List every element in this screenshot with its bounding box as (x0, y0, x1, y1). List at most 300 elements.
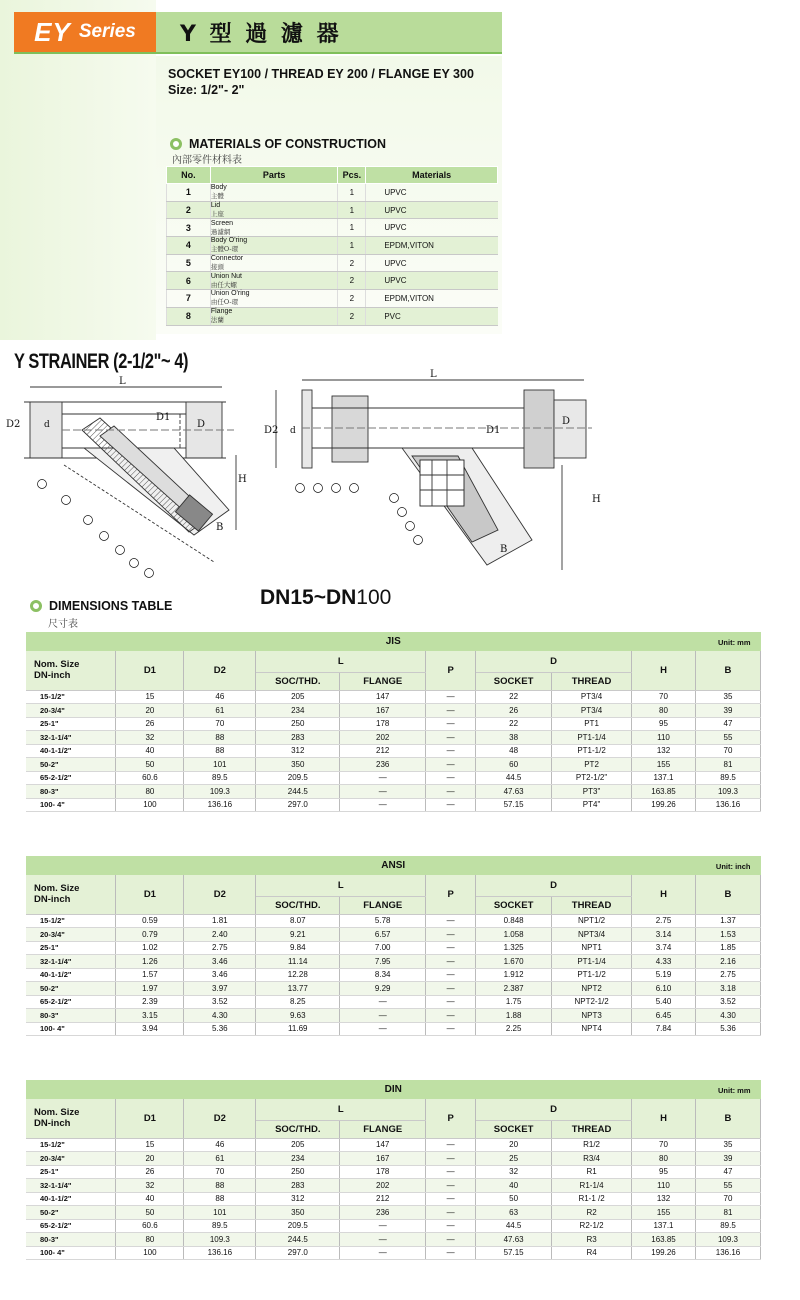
dim-label-d-large: d (290, 426, 296, 436)
table-cell: — (340, 1246, 426, 1260)
material-pcs: 2 (338, 307, 366, 325)
table-cell: 40-1-1/2" (26, 1192, 116, 1206)
table-cell: R1 (552, 1165, 632, 1179)
table-cell: 110 (632, 731, 696, 745)
table-cell: 236 (340, 758, 426, 772)
table-cell: 80 (632, 1152, 696, 1166)
material-part (210, 290, 338, 308)
table-cell: — (426, 704, 476, 718)
flange-header: FLANGE (340, 672, 426, 690)
l-header: L (256, 1099, 426, 1120)
material-name: UPVC (366, 272, 498, 290)
table-cell: 8.07 (256, 914, 340, 928)
p-header: P (426, 1099, 476, 1138)
table-cell: 50 (476, 1192, 552, 1206)
table-cell: NPT1/2 (552, 914, 632, 928)
table-cell: 9.29 (340, 982, 426, 996)
part-name-cn: 法蘭 (210, 316, 224, 325)
material-no: 1 (167, 184, 211, 202)
table-cell: 50-2" (26, 1206, 116, 1220)
table-cell: 44.5 (476, 1219, 552, 1233)
material-no: 7 (167, 290, 211, 308)
table-cell: 1.37 (695, 914, 760, 928)
material-no: 2 (167, 201, 211, 219)
standard-bar (26, 1080, 761, 1099)
table-cell: 44.5 (476, 771, 552, 785)
standard-bar (26, 856, 761, 875)
soc-thd-header: SOC/THD. (256, 1120, 340, 1138)
table-cell: 25-1" (26, 941, 116, 955)
table-cell: R4 (552, 1246, 632, 1260)
table-row (26, 955, 761, 969)
table-cell: 312 (256, 744, 340, 758)
table-cell: 3.97 (184, 982, 256, 996)
d2-header: D2 (184, 1099, 256, 1138)
table-cell: 5.36 (695, 1022, 760, 1036)
table-cell: 9.21 (256, 928, 340, 942)
materials-title: MATERIALS OF CONSTRUCTION (189, 137, 386, 151)
table-cell: 70 (695, 1192, 760, 1206)
table-cell: 4.30 (184, 1009, 256, 1023)
dn-inch-label: DN-inch (34, 894, 71, 906)
table-cell: 3.52 (695, 995, 760, 1009)
table-cell: 65-2-1/2" (26, 1219, 116, 1233)
standard-bar (26, 632, 761, 651)
table-cell: 70 (632, 1138, 696, 1152)
table-cell: 88 (184, 1192, 256, 1206)
b-header: B (695, 651, 760, 690)
table-cell: 11.14 (256, 955, 340, 969)
table-cell: 155 (632, 1206, 696, 1220)
table-cell: 47.63 (476, 785, 552, 799)
table-row (26, 1192, 761, 1206)
d1-header: D1 (116, 651, 184, 690)
table-cell: — (426, 1138, 476, 1152)
table-cell: 101 (184, 1206, 256, 1220)
table-cell: 199.26 (632, 798, 696, 812)
table-cell: 35 (695, 1138, 760, 1152)
table-cell: 312 (256, 1192, 340, 1206)
table-cell: 95 (632, 1165, 696, 1179)
table-cell: 15-1/2" (26, 690, 116, 704)
materials-table (166, 166, 498, 326)
table-cell: 3.15 (116, 1009, 184, 1023)
table-cell: — (340, 798, 426, 812)
table-cell: 70 (695, 744, 760, 758)
table-cell: — (426, 982, 476, 996)
table-cell: 3.46 (184, 955, 256, 969)
table-cell: 1.75 (476, 995, 552, 1009)
dim-label-H: H (238, 474, 247, 485)
table-cell: 88 (184, 731, 256, 745)
material-pcs: 2 (338, 254, 366, 272)
table-cell: 15-1/2" (26, 914, 116, 928)
table-cell: 205 (256, 690, 340, 704)
table-cell: 20-3/4" (26, 704, 116, 718)
table-cell: — (426, 955, 476, 969)
table-cell: 70 (184, 1165, 256, 1179)
table-cell: 39 (695, 704, 760, 718)
table-cell: — (426, 1246, 476, 1260)
table-row (26, 690, 761, 704)
table-cell: 137.1 (632, 1219, 696, 1233)
part-name-en: Lid (210, 202, 221, 210)
table-cell: 350 (256, 758, 340, 772)
material-pcs: 1 (338, 184, 366, 202)
part-name-en: Flange (210, 308, 233, 316)
page-title: Y 型 過 濾 器 (156, 12, 502, 52)
table-cell: 2.75 (184, 941, 256, 955)
table-cell: 50-2" (26, 982, 116, 996)
material-name: PVC (366, 307, 498, 325)
l-header: L (256, 875, 426, 896)
table-cell: 209.5 (256, 771, 340, 785)
table-cell: 1.81 (184, 914, 256, 928)
table-cell: 2.39 (116, 995, 184, 1009)
material-name: UPVC (366, 184, 498, 202)
table-cell: 40 (116, 744, 184, 758)
material-part (210, 201, 338, 219)
header-underline (14, 52, 502, 54)
table-row (26, 744, 761, 758)
table-cell: — (426, 1192, 476, 1206)
table-cell: 244.5 (256, 1233, 340, 1247)
nom-size-label: Nom. Size (34, 659, 80, 671)
spec-size: Size: 1/2"- 2" (168, 83, 245, 97)
nom-size-label: Nom. Size (34, 1107, 80, 1119)
d2-header: D2 (184, 651, 256, 690)
table-cell: 250 (256, 717, 340, 731)
table-cell: 136.16 (184, 1246, 256, 1260)
d1-header: D1 (116, 875, 184, 914)
material-no: 8 (167, 307, 211, 325)
table-cell: 61 (184, 1152, 256, 1166)
table-cell: R3/4 (552, 1152, 632, 1166)
d-header: D (476, 651, 632, 672)
dim-label-D1: D1 (156, 412, 171, 423)
table-cell: 110 (632, 1179, 696, 1193)
table-cell: 244.5 (256, 785, 340, 799)
dim-label-H-large: H (592, 494, 601, 505)
material-pcs: 1 (338, 219, 366, 237)
table-cell: 63 (476, 1206, 552, 1220)
table-cell: 60 (476, 758, 552, 772)
table-cell: 26 (116, 717, 184, 731)
l-header: L (256, 651, 426, 672)
series-badge (14, 12, 156, 52)
table-cell: 101 (184, 758, 256, 772)
table-cell: 1.88 (476, 1009, 552, 1023)
dim-label-L: L (119, 376, 126, 387)
table-cell: 163.85 (632, 785, 696, 799)
table-cell: 2.40 (184, 928, 256, 942)
table-cell: 38 (476, 731, 552, 745)
table-cell: 9.84 (256, 941, 340, 955)
b-header: B (695, 1099, 760, 1138)
dn-range-main: DN15~DN (260, 586, 357, 609)
dim-label-L-large: L (430, 369, 437, 380)
part-name-en: Body (210, 184, 227, 192)
nom-size-label: Nom. Size (34, 883, 80, 895)
table-cell: — (426, 928, 476, 942)
table-cell: 137.1 (632, 771, 696, 785)
table-cell: 100 (116, 1246, 184, 1260)
table-cell: 88 (184, 744, 256, 758)
material-no: 6 (167, 272, 211, 290)
table-cell: 1.85 (695, 941, 760, 955)
table-cell: 7.95 (340, 955, 426, 969)
part-name-cn: 由任大螺 (210, 280, 237, 289)
dim-label-B: B (216, 522, 224, 533)
dimensions-table-ansi (26, 856, 761, 1036)
strainer-drawing-small (4, 370, 254, 585)
table-cell: 70 (632, 690, 696, 704)
table-cell: 234 (256, 704, 340, 718)
table-cell: 6.45 (632, 1009, 696, 1023)
dim-label-d: d (44, 420, 50, 430)
table-cell: 46 (184, 1138, 256, 1152)
table-cell: — (340, 1022, 426, 1036)
table-cell: 61 (184, 704, 256, 718)
table-cell: — (426, 731, 476, 745)
table-row (26, 1022, 761, 1036)
socket-header: SOCKET (476, 672, 552, 690)
table-cell: 2.75 (695, 968, 760, 982)
material-name: EPDM,VITON (366, 290, 498, 308)
dim-label-D-large: D (562, 416, 571, 427)
table-cell: 202 (340, 731, 426, 745)
table-cell: 47 (695, 717, 760, 731)
table-cell: 40-1-1/2" (26, 968, 116, 982)
table-cell: 20-3/4" (26, 928, 116, 942)
nom-size-header (26, 875, 116, 914)
table-cell: 22 (476, 690, 552, 704)
dimensions-table-jis (26, 632, 761, 812)
table-row (26, 1206, 761, 1220)
table-cell: PT1 (552, 717, 632, 731)
table-cell: — (340, 785, 426, 799)
material-pcs: 1 (338, 201, 366, 219)
table-cell: — (340, 1233, 426, 1247)
table-cell: R2 (552, 1206, 632, 1220)
table-cell: 57.15 (476, 798, 552, 812)
table-cell: 167 (340, 704, 426, 718)
table-cell: 1.670 (476, 955, 552, 969)
material-name: UPVC (366, 219, 498, 237)
table-cell: 100- 4" (26, 798, 116, 812)
table-cell: 13.77 (256, 982, 340, 996)
table-cell: 109.3 (184, 785, 256, 799)
table-cell: 109.3 (695, 785, 760, 799)
part-name-en: Connector (210, 255, 244, 263)
product-spec (168, 66, 474, 98)
table-cell: 1.058 (476, 928, 552, 942)
table-cell: 70 (184, 717, 256, 731)
table-cell: 178 (340, 1165, 426, 1179)
table-cell: 89.5 (184, 771, 256, 785)
part-name-cn: 由任O-環 (210, 298, 239, 307)
table-cell: 5.40 (632, 995, 696, 1009)
table-cell: NPT1 (552, 941, 632, 955)
table-cell: 2.16 (695, 955, 760, 969)
table-cell: — (426, 914, 476, 928)
table-cell: 20-3/4" (26, 1152, 116, 1166)
nom-size-header (26, 651, 116, 690)
table-cell: 0.848 (476, 914, 552, 928)
table-cell: 5.19 (632, 968, 696, 982)
table-cell: — (426, 995, 476, 1009)
table-cell: 89.5 (184, 1219, 256, 1233)
dimensions-title: DIMENSIONS TABLE (49, 599, 173, 613)
table-cell: 8.34 (340, 968, 426, 982)
materials-row (167, 219, 498, 237)
part-name-cn: 主體 (210, 192, 224, 201)
p-header: P (426, 875, 476, 914)
table-cell: 95 (632, 717, 696, 731)
table-cell: PT1-1/4 (552, 731, 632, 745)
table-cell: 0.59 (116, 914, 184, 928)
table-cell: 3.46 (184, 968, 256, 982)
table-row (26, 982, 761, 996)
table-cell: — (426, 1152, 476, 1166)
table-cell: 12.28 (256, 968, 340, 982)
table-cell: 100 (116, 798, 184, 812)
part-name-en: Union O'ring (210, 290, 250, 298)
table-cell: 132 (632, 1192, 696, 1206)
col-parts: Parts (210, 167, 338, 184)
table-cell: 26 (116, 1165, 184, 1179)
table-cell: 88 (184, 1179, 256, 1193)
material-name: UPVC (366, 254, 498, 272)
table-cell: 136.16 (695, 1246, 760, 1260)
col-no: No. (167, 167, 211, 184)
table-cell: 1.57 (116, 968, 184, 982)
part-name-en: Body O'ring (210, 237, 248, 245)
b-header: B (695, 875, 760, 914)
table-cell: 3.52 (184, 995, 256, 1009)
thread-header: THREAD (552, 896, 632, 914)
col-materials: Materials (366, 167, 498, 184)
table-cell: 89.5 (695, 771, 760, 785)
unit-label: Unit: mm (718, 1086, 751, 1095)
part-name-cn: 過濾網 (210, 227, 231, 236)
table-cell: 81 (695, 1206, 760, 1220)
table-cell: — (426, 968, 476, 982)
table-cell: — (426, 1165, 476, 1179)
table-row (26, 798, 761, 812)
materials-header-row (167, 167, 498, 184)
table-cell: 80 (116, 1233, 184, 1247)
table-row (26, 995, 761, 1009)
part-name-en: Screen (210, 219, 234, 227)
table-cell: — (426, 941, 476, 955)
table-row (26, 968, 761, 982)
p-header: P (426, 651, 476, 690)
table-cell: 4.30 (695, 1009, 760, 1023)
dim-label-D1-large: D1 (486, 425, 501, 436)
table-cell: 178 (340, 717, 426, 731)
materials-row (167, 237, 498, 255)
d1-header: D1 (116, 1099, 184, 1138)
table-cell: — (426, 771, 476, 785)
part-name-cn: 上座 (210, 210, 224, 219)
standard-name: DIN (384, 1084, 402, 1095)
table-cell: 109.3 (695, 1233, 760, 1247)
table-cell: NPT4 (552, 1022, 632, 1036)
table-cell: — (426, 1179, 476, 1193)
table-cell: 1.26 (116, 955, 184, 969)
table-row (26, 1246, 761, 1260)
dn-inch-label: DN-inch (34, 670, 71, 682)
table-cell: NPT2 (552, 982, 632, 996)
flange-header: FLANGE (340, 1120, 426, 1138)
table-row (26, 717, 761, 731)
dn-inch-label: DN-inch (34, 1118, 71, 1130)
material-part (210, 254, 338, 272)
table-cell: 205 (256, 1138, 340, 1152)
dimensions-subtitle: 尺寸表 (48, 619, 78, 630)
table-cell: 40-1-1/2" (26, 744, 116, 758)
table-cell: 100- 4" (26, 1246, 116, 1260)
table-cell: 1.97 (116, 982, 184, 996)
table-cell: 199.26 (632, 1246, 696, 1260)
table-row (26, 704, 761, 718)
table-cell: R1-1 /2 (552, 1192, 632, 1206)
table-cell: PT4" (552, 798, 632, 812)
table-cell: 57.15 (476, 1246, 552, 1260)
table-cell: 55 (695, 1179, 760, 1193)
table-cell: 163.85 (632, 1233, 696, 1247)
dim-label-B-large: B (500, 544, 508, 555)
table-cell: 47.63 (476, 1233, 552, 1247)
material-name: UPVC (366, 201, 498, 219)
d-header: D (476, 875, 632, 896)
table-cell: R1/2 (552, 1138, 632, 1152)
dim-label-D2: D2 (6, 419, 21, 430)
table-cell: 297.0 (256, 1246, 340, 1260)
material-no: 5 (167, 254, 211, 272)
dn-range (260, 586, 391, 610)
table-cell: 80-3" (26, 1009, 116, 1023)
table-cell: PT2 (552, 758, 632, 772)
table-cell: 5.36 (184, 1022, 256, 1036)
table-cell: 22 (476, 717, 552, 731)
table-row (26, 731, 761, 745)
table-cell: 50-2" (26, 758, 116, 772)
series-code: EY (34, 16, 71, 47)
table-cell: 350 (256, 1206, 340, 1220)
table-cell: 15 (116, 1138, 184, 1152)
table-cell: — (426, 798, 476, 812)
dim-label-D2-large: D2 (264, 425, 279, 436)
material-name: EPDM,VITON (366, 237, 498, 255)
table-cell: 1.325 (476, 941, 552, 955)
table-cell: R1-1/4 (552, 1179, 632, 1193)
y-strainer-title: Y STRAINER (2-1/2"~ 4) (14, 350, 189, 373)
material-part (210, 219, 338, 237)
table-cell: 1.912 (476, 968, 552, 982)
table-row (26, 1152, 761, 1166)
table-cell: PT1-1/4 (552, 955, 632, 969)
table-cell: 32 (116, 731, 184, 745)
table-cell: 3.94 (116, 1022, 184, 1036)
table-cell: 15 (116, 690, 184, 704)
table-cell: 80-3" (26, 1233, 116, 1247)
dimensions-table-din (26, 1080, 761, 1260)
table-cell: — (426, 1009, 476, 1023)
table-row (26, 941, 761, 955)
table-cell: — (426, 1022, 476, 1036)
